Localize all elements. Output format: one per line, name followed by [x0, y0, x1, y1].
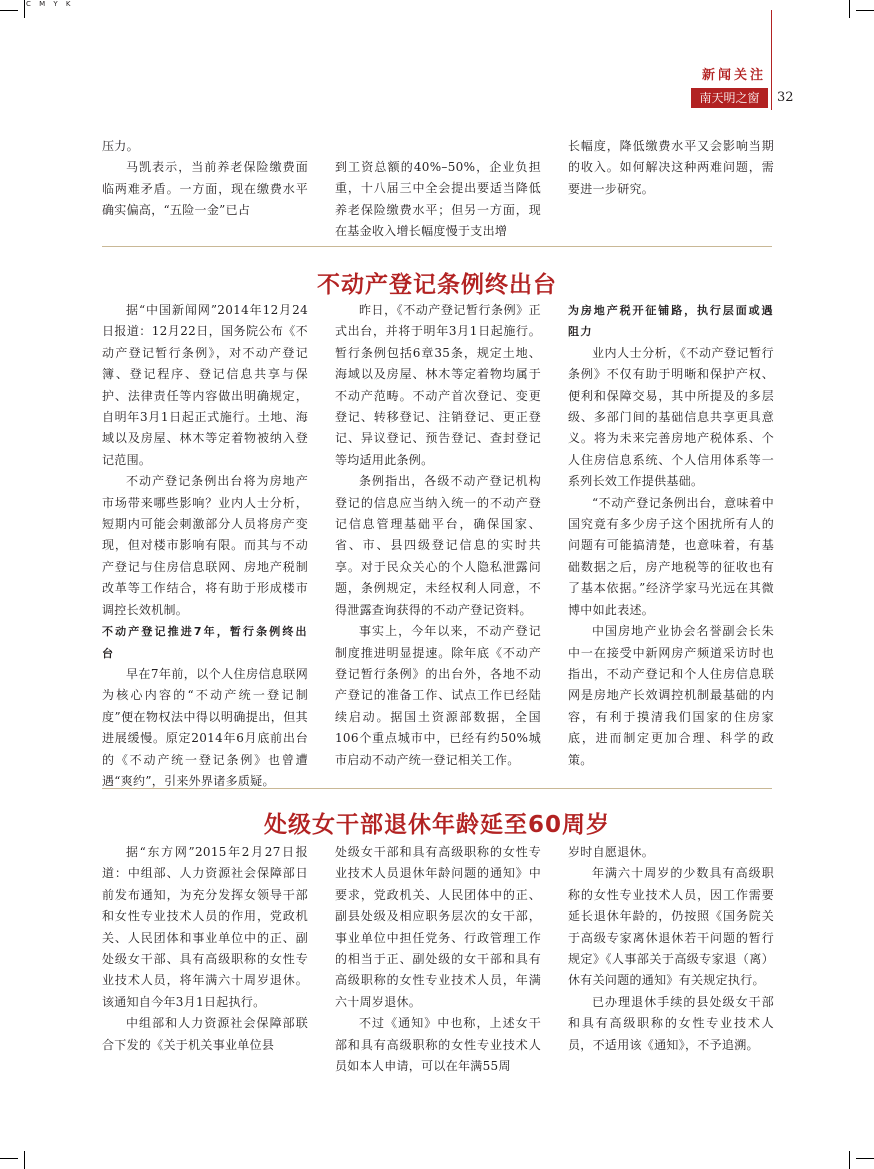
column-name: 南天明之窗: [691, 88, 768, 108]
header-divider: [771, 10, 772, 110]
crop-mark: [24, 1151, 25, 1169]
paragraph: 中组部和人力资源社会保障部联合下发的《关于机关事业单位县: [102, 1016, 308, 1052]
printer-color-marks: C M Y K: [26, 0, 74, 8]
top-column-2: [335, 157, 541, 243]
paragraph: 条例指出，各级不动产登记机构登记的信息应当纳入统一的不动产登记信息管理基础平台，确保国家、省、市、县四级登记信息的实时共享。对于民众关心的个人隐私泄露问题，条例规定，未经权利人同意，不得泄露查询获得的不动产登记资料。: [335, 474, 541, 617]
section-divider: [102, 246, 772, 247]
paragraph: 已办理退休手续的县处级女干部和具有高级职称的女性专业技术人员，不适用该《通知》，不予追溯。: [568, 994, 774, 1052]
paragraph: 不过《通知》中也称，上述女干部和具有高级职称的女性专业技术人员如本人申请，可以在年满55周: [335, 1016, 541, 1074]
paragraph: “不动产登记条例出台，意味着中国究竟有多少房子这个困扰所有人的问题有可能搞清楚，也意味着，有基础数据之后，房产地税等的征收也有了基本依据。”经济学家马光远在其微博中如此表述。: [568, 495, 774, 617]
paragraph: 年满六十周岁的少数具有高级职称的女性专业技术人员，因工作需要延长退休年龄的，仍按照《国务院关于高级专家离休退休若干问题的暂行规定》《人事部关于高级专家退（离）休有关问题的通知》有关规定执行。: [568, 866, 774, 988]
article1-column-1: [102, 300, 308, 792]
crop-mark: [849, 0, 850, 18]
paragraph: 长幅度，降低缴费水平又会影响当期的收入。如何解决这种两难问题，需要进一步研究。: [568, 139, 774, 196]
article1-column-2: [335, 300, 541, 771]
crop-mark: [849, 1151, 850, 1169]
crop-mark: [24, 0, 25, 18]
top-column-3: [568, 136, 774, 200]
article2-column-1: [102, 842, 308, 1056]
subheading: 不动产登记推进7年，暂行条例终出台: [102, 625, 308, 660]
article-title: 不动产登记条例终出台: [317, 272, 557, 298]
paragraph: 据“中国新闻网”2014年12月24日报道：12月22日，国务院公布《不动产登记暂行条例》，对不动产登记簿、登记程序、登记信息共享与保护、法律责任等内容做出明确规定，自明年3月1日起正式施行。土地、海域以及房屋、林木等定着物被纳入登记范围。: [102, 303, 308, 467]
crop-mark: [856, 1158, 874, 1159]
article1-column-3: [568, 300, 774, 771]
page-number: 32: [777, 90, 794, 105]
paragraph: 岁时自愿退休。: [568, 845, 655, 859]
paragraph: 事实上，今年以来，不动产登记制度推进明显提速。除年底《不动产登记暂行条例》的出台外，各地不动产登记的准备工作、试点工作已经陆续启动。据国土资源部数据，全国106个重点城市中，已经有约50%城市启动不动产统一登记相关工作。: [335, 624, 541, 767]
paragraph: 处级女干部和具有高级职称的女性专业技术人员退休年龄问题的通知》中要求，党政机关、人民团体中的正、副县处级及相应职务层次的女干部，事业单位中担任党务、行政管理工作的相当于正、副处级的女干部和具有高级职称的女性专业技术人员，年满六十周岁退休。: [335, 845, 541, 1009]
subheading: 为房地产税开征铺路，执行层面或遇阻力: [568, 304, 774, 339]
section-divider: [102, 788, 772, 789]
paragraph: 据“东方网”2015年2月27日报道：中组部、人力资源社会保障部日前发布通知，为充分发挥女领导干部和女性专业技术人员的作用，党政机关、人民团体和事业单位中的正、副处级女干部、具有高级职称的女性专业技术人员，将年满六十周岁退休。该通知自今年3月1日起执行。: [102, 845, 308, 1009]
paragraph: 昨日，《不动产登记暂行条例》正式出台，并将于明年3月1日起施行。暂行条例包括6章35条，规定土地、海域以及房屋、林木等定着物均属于不动产范畴。不动产首次登记、变更登记、转移登记、注销登记、更正登记、异议登记、预告登记、查封登记等均适用此条例。: [335, 303, 541, 467]
article2-column-3: [568, 842, 774, 1056]
paragraph: 到工资总额的40%–50%，企业负担重，十八届三中全会提出要适当降低养老保险缴费水平；但另一方面，现在基金收入增长幅度慢于支出增: [335, 160, 541, 239]
paragraph: 业内人士分析，《不动产登记暂行条例》不仅有助于明晰和保护产权、便利和保障交易，其中所提及的多层级、多部门间的基础信息共享更具意义。将为未来完善房地产税体系、个人住房信息系统、个人信用体系等一系列长效工作提供基础。: [568, 345, 774, 489]
paragraph: 早在7年前，以个人住房信息联网为核心内容的“不动产统一登记制度”便在物权法中得以明确提出，但其进展缓慢。原定2014年6月底前出台的《不动产统一登记条例》也曾遭遇“爽约”，引来外界诸多质疑。: [102, 666, 308, 788]
paragraph: 不动产登记条例出台将为房地产市场带来哪些影响？业内人士分析，短期内可能会刺激部分人员将房产变现，但对楼市影响有限。而其与不动产登记与住房信息联网、房地产税制改革等工作结合，将有助于形成楼市调控长效机制。: [102, 474, 308, 617]
crop-mark: [0, 1158, 18, 1159]
article2-column-2: [335, 842, 541, 1077]
top-column-1: [102, 136, 308, 222]
paragraph: 马凯表示，当前养老保险缴费面临两难矛盾。一方面，现在缴费水平确实偏高，“五险一金”已占: [102, 160, 308, 218]
section-label: 新闻关注: [701, 68, 766, 83]
paragraph: 压力。: [102, 139, 139, 153]
crop-mark: [0, 10, 18, 11]
paragraph: 中国房地产业协会名誉副会长朱中一在接受中新网房产频道采访时也指出，不动产登记和个人住房信息联网是房地产长效调控机制最基础的内容，有利于摸清我们国家的住房家底，进而制定更加合理、科学的政策。: [568, 624, 774, 767]
article-title: 处级女干部退休年龄延至60周岁: [263, 812, 610, 838]
crop-mark: [856, 10, 874, 11]
